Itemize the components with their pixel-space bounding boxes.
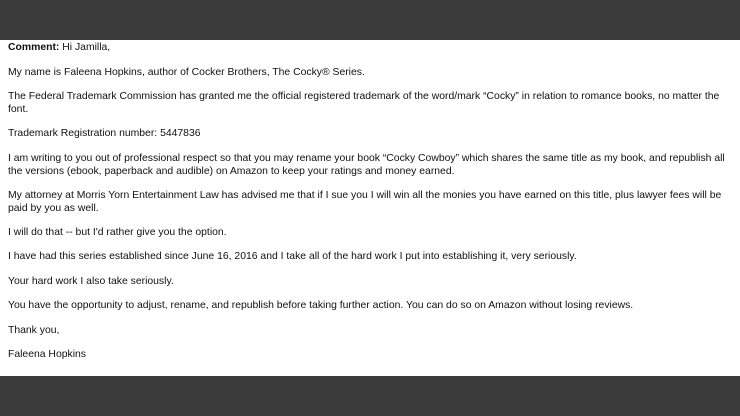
- closing-thank-you: Thank you,: [8, 325, 60, 336]
- paragraph-trademark: The Federal Trademark Commission has granted me the official registered trademark of the word/mark “Cocky” in relation to romance books, no matter the font.: [8, 91, 720, 115]
- bottom-letterbox-bar: [0, 376, 740, 416]
- paragraph-attorney: My attorney at Morris Yorn Entertainment Law has advised me that if I sue you I will win all the monies you have earned on this title, plus lawyer fees will be paid by you as well.: [8, 190, 722, 214]
- paragraph-registration-number: Trademark Registration number: 5447836: [8, 128, 201, 139]
- comment-label: Comment:: [8, 42, 60, 53]
- email-comment-panel: [0, 40, 740, 376]
- paragraph-series-established: I have had this series established since June 16, 2016 and I take all of the hard work I put into establishing it, very seriously.: [8, 251, 577, 262]
- paragraph-hard-work: Your hard work I also take seriously.: [8, 276, 174, 287]
- top-letterbox-bar: [0, 0, 740, 40]
- paragraph-option: I will do that -- but I'd rather give you the option.: [8, 227, 227, 238]
- comment-line: [8, 41, 730, 54]
- paragraph-rename-request: I am writing to you out of professional respect so that you may rename your book “Cocky Cowboy” which shares the same title as my book, and republish all the versions (ebook, paperback and audible) on Amazon to keep your ratings and money earned.: [8, 153, 725, 177]
- greeting: Hi Jamilla,: [62, 42, 111, 53]
- paragraph-intro: My name is Faleena Hopkins, author of Cocker Brothers, The Cocky® Series.: [8, 67, 365, 78]
- paragraph-opportunity: You have the opportunity to adjust, rename, and republish before taking further action. You can do so on Amazon without losing reviews.: [8, 300, 634, 311]
- signature-name: Faleena Hopkins: [8, 349, 86, 360]
